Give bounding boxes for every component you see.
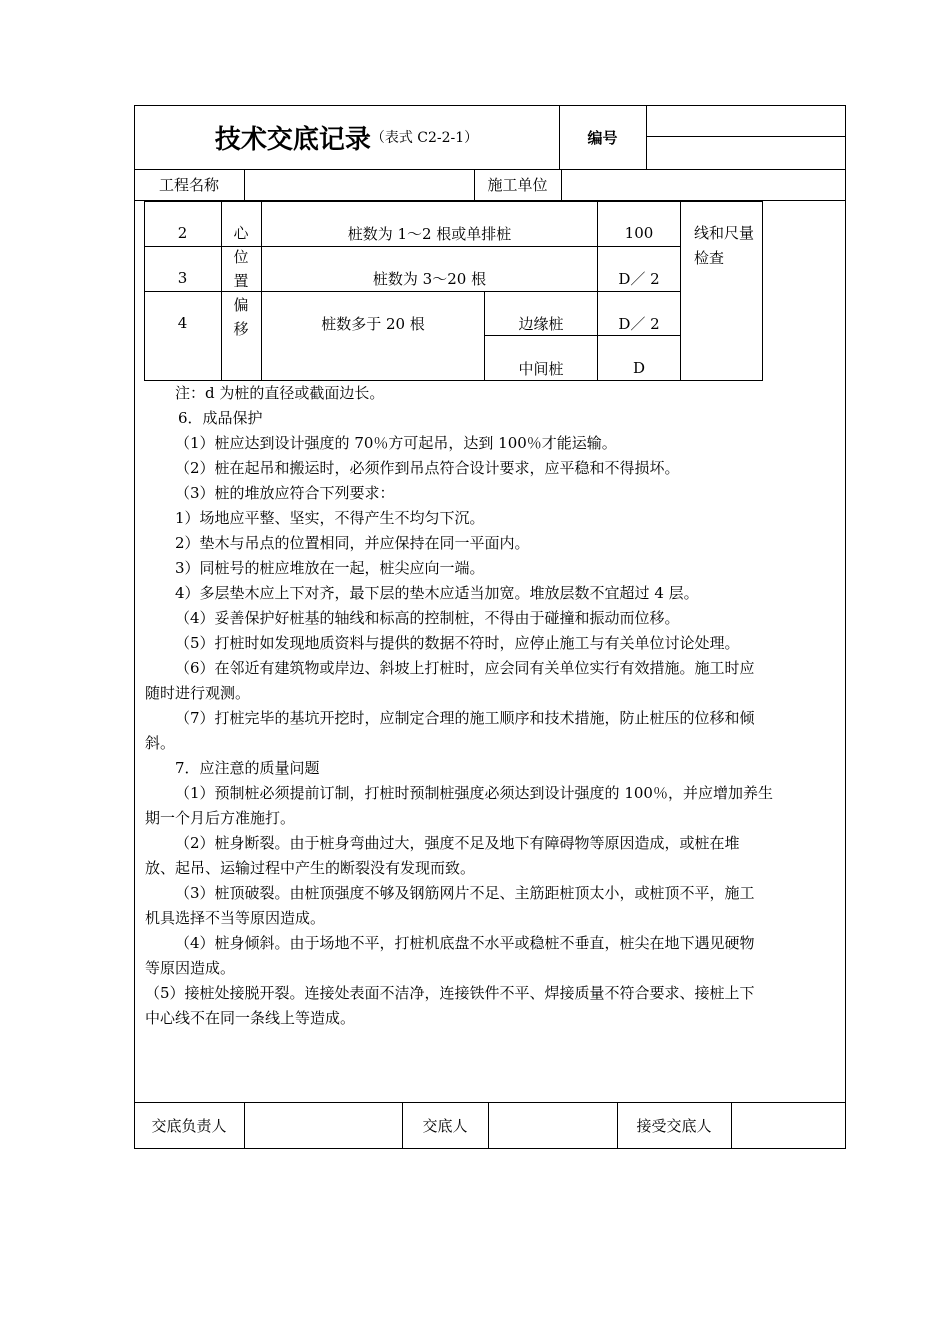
s7-item-5a: （5）接桩处接脱开裂。连接处表面不洁净，连接铁件不平、焊接质量不符合要求、接桩上下 (145, 984, 755, 1002)
s6-3-sub-2: 2）垫木与吊点的位置相同，并应保持在同一平面内。 (175, 534, 530, 552)
s6-3-sub-3: 3）同桩号的桩应堆放在一起，桩尖应向一端。 (175, 559, 485, 577)
s7-item-2a: （2）桩身断裂。由于桩身弯曲过大，强度不足及地下有障碍物等原因造成，或桩在堆 (175, 834, 740, 852)
value-row-2: 100 (624, 224, 654, 242)
presenter-label: 交底人 (422, 1116, 468, 1135)
item-piles-1-2: 桩数为 1～2 根或单排桩 (347, 224, 512, 243)
s6-item-4: （4）妥善保护好桩基的轴线和标高的控制桩，不得由于碰撞和振动而位移。 (175, 609, 680, 627)
vertical-char: 位 (233, 248, 249, 266)
section-7-title: 7．应注意的质量问题 (175, 759, 320, 777)
form-code: （表式 C2-2-1） (370, 130, 479, 146)
s6-item-2: （2）桩在起吊和搬运时，必须作到吊点符合设计要求，应平稳和不得损坏。 (175, 459, 680, 477)
value-middle: D (632, 359, 646, 377)
number-label: 编号 (587, 128, 618, 147)
responsible-field[interactable] (245, 1103, 402, 1148)
form-title (134, 105, 559, 169)
s7-item-5b: 中心线不在同一条线上等造成。 (145, 1009, 356, 1027)
item-piles-over-20: 桩数多于 20 根 (321, 314, 425, 333)
s7-item-2b: 放、起吊、运输过程中产生的断裂没有发现而致。 (145, 859, 476, 877)
s6-item-3: （3）桩的堆放应符合下列要求： (175, 484, 395, 502)
sub-middle-pile: 中间桩 (518, 359, 564, 378)
responsible-label: 交底负责人 (151, 1116, 227, 1135)
vertical-char: 置 (233, 272, 249, 290)
s6-item-1: （1）桩应达到设计强度的 70％方可起吊，达到 100％才能运输。 (175, 434, 617, 452)
vertical-char: 移 (233, 320, 249, 338)
s6-3-sub-4: 4）多层垫木应上下对齐，最下层的垫木应适当加宽。堆放层数不宜超过 4 层。 (175, 584, 699, 602)
section-6-title: 6．成品保护 (178, 409, 263, 427)
s6-item-7b: 斜。 (145, 734, 176, 752)
row-no-2: 2 (177, 224, 188, 242)
vertical-char: 心 (233, 224, 249, 242)
s6-item-5: （5）打桩时如发现地质资料与提供的数据不符时，应停止施工与有关单位讨论处理。 (175, 634, 740, 652)
vertical-label (231, 221, 251, 341)
receiver-field[interactable] (732, 1103, 845, 1148)
number-field[interactable] (647, 106, 845, 169)
title-text: 技术交底记录 (214, 124, 371, 155)
row-no-4: 4 (177, 314, 188, 332)
value-edge: D／ 2 (618, 314, 660, 333)
construction-unit-field[interactable] (562, 170, 845, 200)
method-label: 线和尺量检查 (694, 224, 755, 267)
construction-unit-label: 施工单位 (487, 176, 548, 194)
s7-item-3b: 机具选择不当等原因造成。 (145, 909, 326, 927)
project-name-label: 工程名称 (158, 176, 219, 194)
vertical-char: 偏 (233, 296, 249, 314)
s7-item-1a: （1）预制桩必须提前订制，打桩时预制桩强度必须达到设计强度的 100％，并应增加养生 (175, 784, 773, 802)
s6-item-6a: （6）在邻近有建筑物或岸边、斜坡上打桩时，应会同有关单位实行有效措施。施工时应 (175, 659, 755, 677)
item-piles-3-20: 桩数为 3～20 根 (372, 269, 487, 288)
sub-edge-pile: 边缘桩 (518, 314, 564, 333)
s7-item-4b: 等原因造成。 (145, 959, 236, 977)
note: 注：d 为桩的直径或截面边长。 (175, 384, 385, 402)
s7-item-1b: 期一个月后方准施打。 (145, 809, 296, 827)
s7-item-3a: （3）桩顶破裂。由桩顶强度不够及钢筋网片不足、主筋距桩顶太小，或桩顶不平，施工 (175, 884, 755, 902)
project-name-field[interactable] (245, 170, 474, 200)
value-row-3: D／ 2 (618, 269, 660, 288)
receiver-label: 接受交底人 (636, 1116, 712, 1135)
s7-item-4a: （4）桩身倾斜。由于场地不平，打桩机底盘不水平或稳桩不垂直，桩尖在地下遇见硬物 (175, 934, 755, 952)
row-no-3: 3 (177, 269, 188, 287)
presenter-field[interactable] (489, 1103, 617, 1148)
s6-item-6b: 随时进行观测。 (145, 684, 251, 702)
s6-3-sub-1: 1）场地应平整、坚实，不得产生不均匀下沉。 (175, 509, 485, 527)
s6-item-7a: （7）打桩完毕的基坑开挖时，应制定合理的施工顺序和技术措施，防止桩压的位移和倾 (175, 709, 755, 727)
